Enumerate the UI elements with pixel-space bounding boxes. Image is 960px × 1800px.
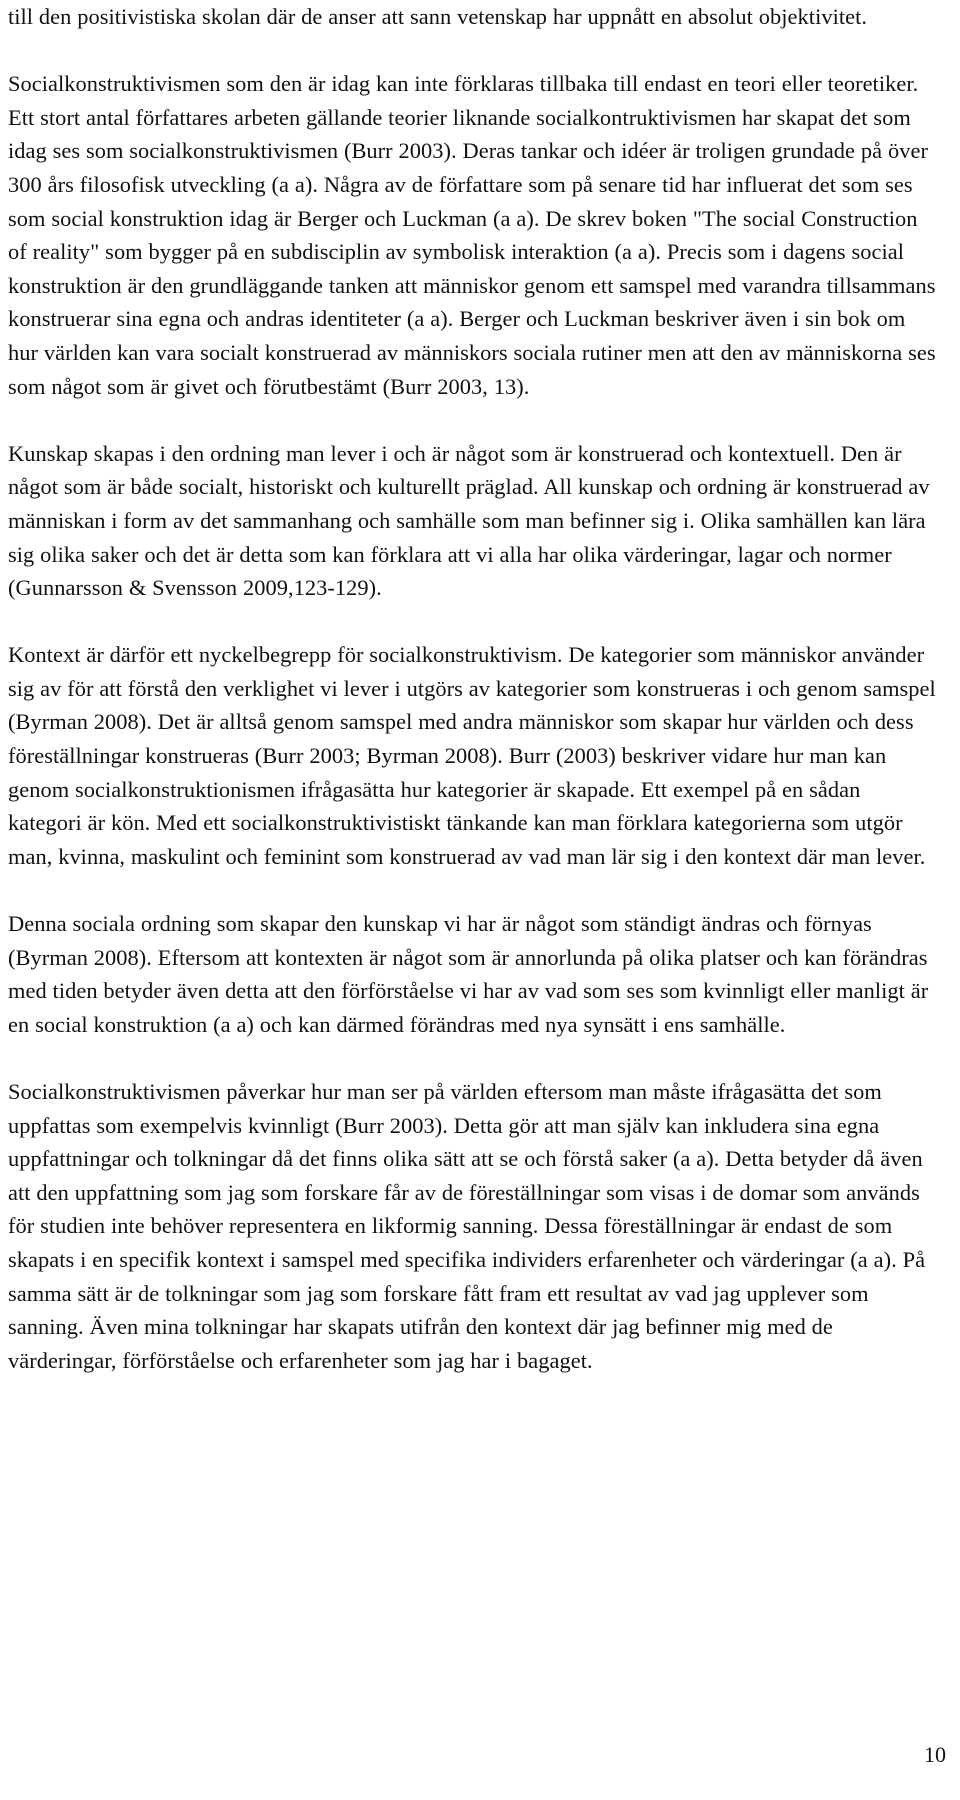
paragraph: Kunskap skapas i den ordning man lever i och är något som är konstruerad och kontextuell. Den är något som är både socialt, historiskt och kulturellt präglad. All kunskap och ordning är konstruerad av människan i form av det sammanhang och samhälle som man befinner sig i. Olika samhällen kan lära sig olika saker och det är detta som kan förklara att vi alla har olika värderingar, lagar och normer (Gunnarsson & Svensson 2009,123-129). <box>8 440 930 601</box>
paragraph: Denna sociala ordning som skapar den kunskap vi har är något som ständigt ändras och förnyas (Byrman 2008). Eftersom att kontexten är något som är annorlunda på olika platser och kan förändras med tiden betyder även detta att den förförståelse vi har av vad som ses som kvinnligt eller manligt är en social konstruktion (a a) och kan därmed förändras med nya synsätt i ens samhälle. <box>8 911 929 1037</box>
paragraph: Kontext är därför ett nyckelbegrepp för socialkonstruktivism. De kategorier som människor använder sig av för att förstå den verklighet vi lever i utgörs av kategorier som konstrueras i och genom samspel (Byrman 2008). Det är alltså genom samspel med andra människor som skapar hur världen och dess föreställningar konstrueras (Burr 2003; Byrman 2008). Burr (2003) beskriver vidare hur man kan genom socialkonstruktionismen ifrågasätta hur kategorier är skapade. Ett exempel på en sådan kategori är kön. Med ett socialkonstruktivistiskt tänkande kan man förklara kategorierna som utgör man, kvinna, maskulint och feminint som konstruerad av vad man lär sig i den kontext där man lever. <box>8 642 936 869</box>
page-number: 10 <box>924 1742 946 1767</box>
paragraph: Socialkonstruktivismen som den är idag kan inte förklaras tillbaka till endast en teori eller teoretiker. Ett stort antal författares arbeten gällande teorier liknande socialkontruktivismen har skapat det som idag ses som socialkonstruktivismen (Burr 2003). Deras tankar och idéer är troligen grundade på över 300 års filosofisk utveckling (a a). Några av de författare som på senare tid har influerat det som ses som social konstruktion idag är Berger och Luckman (a a). De skrev boken "The social Construction of reality" som bygger på en subdisciplin av symbolisk interaktion (a a). Precis som i dagens social konstruktion är den grundläggande tanken att människor genom ett samspel med varandra tillsammans konstruerar sina egna och andras identiteter (a a). Berger och Luckman beskriver även i sin bok om hur världen kan vara socialt konstruerad av människors sociala rutiner men att den av människorna ses som något som är givet och förutbestämt (Burr 2003, 13). <box>8 71 936 399</box>
body-text <box>8 0 936 1411</box>
paragraph: till den positivistiska skolan där de anser att sann vetenskap har uppnått en absolut objektivitet. <box>8 4 868 29</box>
paragraph: Socialkonstruktivismen påverkar hur man ser på världen eftersom man måste ifrågasätta det som uppfattas som exempelvis kvinnligt (Burr 2003). Detta gör att man själv kan inkludera sina egna uppfattningar och tolkningar då det finns olika sätt att se och förstå saker (a a). Detta betyder då även att den uppfattning som jag som forskare får av de föreställningar som visas i de domar som används för studien inte behöver representera en likformig sanning. Dessa föreställningar är endast de som skapats i en specifik kontext i samspel med specifika individers erfarenheter och värderingar (a a). På samma sätt är de tolkningar som jag som forskare fått fram ett resultat av vad jag upplever som sanning. Även mina tolkningar har skapats utifrån den kontext där jag befinner mig med de värderingar, förförståelse och erfarenheter som jag har i bagaget. <box>8 1079 926 1373</box>
